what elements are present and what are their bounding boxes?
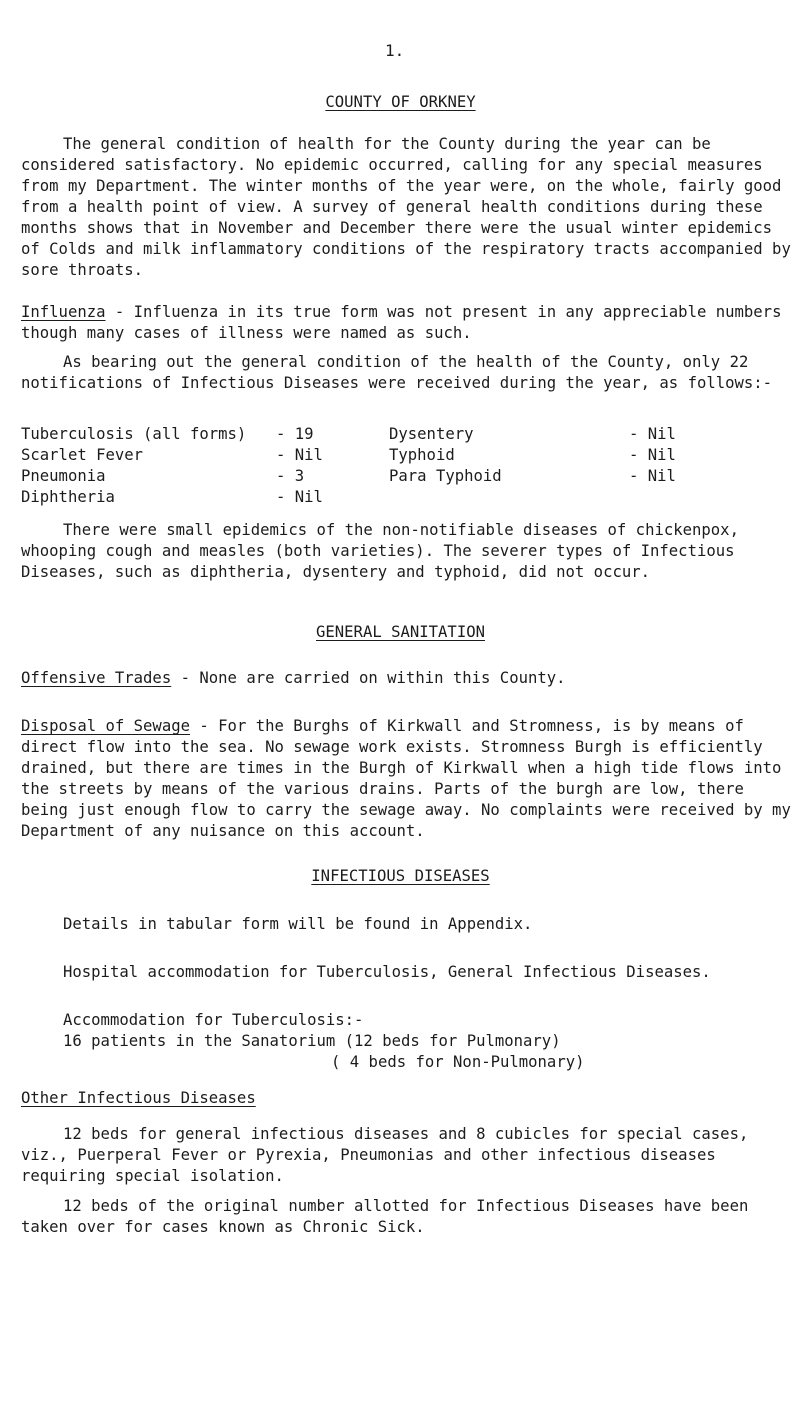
- disease-count: - Nil: [276, 488, 323, 506]
- disease-count: - 19: [276, 425, 314, 443]
- disease-count: - 3: [276, 467, 305, 485]
- sewage-text: - For the Burghs of Kirkwall and Stromness, is by means of direct flow into the sea. No sewage work exists. Stromness Burgh is efficiently drained, but there are times in the Burgh of Kirkwall when a high tide flows into the streets by means of the various drains. Parts of the burgh are low, there being just enough flow to carry the sewage away. No complaints were received by my Department of any nuisance on this account.: [21, 717, 791, 840]
- disease-name: Pneumonia: [21, 467, 106, 485]
- table-row: [21, 445, 781, 466]
- influenza-paragraph: [21, 302, 791, 344]
- table-row: [21, 466, 781, 487]
- sewage-paragraph: [21, 716, 791, 842]
- hospital-paragraph: Hospital accommodation for Tuberculosis, General Infectious Diseases.: [63, 963, 711, 981]
- disease-name: Scarlet Fever: [21, 446, 144, 464]
- disease-count: - Nil: [629, 446, 676, 464]
- disease-count: - Nil: [629, 425, 676, 443]
- notifications-intro: As bearing out the general condition of the health of the County, only 22 notifications of Infectious Diseases were received during the year, as follows:-: [21, 353, 773, 392]
- sanatorium-line-2: ( 4 beds for Non-Pulmonary): [331, 1053, 585, 1071]
- offensive-trades-text: - None are carried on within this County.: [171, 669, 566, 687]
- page-number: 1.: [385, 41, 405, 60]
- document-title: COUNTY OF ORKNEY: [325, 93, 476, 111]
- general-sanitation-heading: GENERAL SANITATION: [316, 623, 485, 641]
- other-infectious-heading: Other Infectious Diseases: [21, 1089, 256, 1107]
- infectious-diseases-heading: INFECTIOUS DISEASES: [311, 867, 490, 885]
- sewage-heading: Disposal of Sewage: [21, 717, 190, 735]
- offensive-trades-paragraph: [21, 668, 791, 689]
- sanatorium-line: 16 patients in the Sanatorium (12 beds for Pulmonary): [63, 1032, 561, 1050]
- disease-name: Dysentery: [389, 425, 474, 443]
- other-infectious-paragraph-2: 12 beds of the original number allotted for Infectious Diseases have been taken over for cases known as Chronic Sick.: [21, 1197, 749, 1236]
- disease-name: [389, 487, 629, 508]
- disease-name: Tuberculosis (all forms): [21, 425, 247, 443]
- disease-name: Para Typhoid: [389, 467, 502, 485]
- notifications-table: [21, 424, 781, 508]
- disease-name: Diphtheria: [21, 488, 115, 506]
- accommodation-label: Accommodation for Tuberculosis:-: [63, 1011, 364, 1029]
- table-row: [21, 487, 781, 508]
- offensive-trades-heading: Offensive Trades: [21, 669, 172, 687]
- other-infectious-paragraph-1: 12 beds for general infectious diseases and 8 cubicles for special cases, viz., Puerperal Fever or Pyrexia, Pneumonias and other infectious diseases requiring special isolation.: [21, 1125, 749, 1185]
- intro-paragraph: The general condition of health for the County during the year can be considered satisfactory. No epidemic occurred, calling for any special measures from my Department. The winter months of the year were, on the whole, fairly good from a health point of view. A survey of general health conditions during these months shows that in November and December there were the usual winter epidemics of Colds and milk inflammatory conditions of the respiratory tracts accompanied by sore throats.: [21, 135, 791, 279]
- disease-count: [629, 487, 781, 508]
- table-row: [21, 424, 781, 445]
- influenza-heading: Influenza: [21, 303, 106, 321]
- details-paragraph: Details in tabular form will be found in Appendix.: [63, 915, 533, 933]
- disease-count: - Nil: [629, 467, 676, 485]
- non-notifiable-paragraph: There were small epidemics of the non-notifiable diseases of chickenpox, whooping cough and measles (both varieties). The severer types of Infectious Diseases, such as diphtheria, dysentery and typhoid, did not occur.: [21, 521, 739, 581]
- disease-count: - Nil: [276, 446, 323, 464]
- disease-name: Typhoid: [389, 446, 455, 464]
- influenza-text: - Influenza in its true form was not present in any appreciable numbers though many cases of illness were named as such.: [21, 303, 782, 342]
